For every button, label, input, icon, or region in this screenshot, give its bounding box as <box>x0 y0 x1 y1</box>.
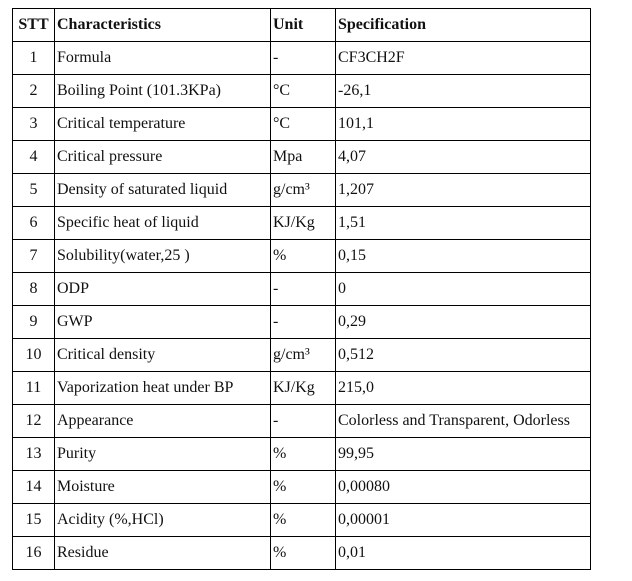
row-characteristic: GWP <box>55 306 271 339</box>
row-unit: - <box>271 306 336 339</box>
table-row <box>13 75 591 108</box>
table-row <box>13 339 591 372</box>
row-stt: 10 <box>13 339 55 372</box>
row-specification: 1,207 <box>336 174 591 207</box>
row-characteristic: Critical density <box>55 339 271 372</box>
row-specification: 1,51 <box>336 207 591 240</box>
row-specification: 0,29 <box>336 306 591 339</box>
row-characteristic: Formula <box>55 42 271 75</box>
row-stt: 12 <box>13 405 55 438</box>
table-row <box>13 537 591 570</box>
row-stt: 3 <box>13 108 55 141</box>
row-specification: 215,0 <box>336 372 591 405</box>
row-specification: Colorless and Transparent, Odorless <box>336 405 591 438</box>
row-specification: -26,1 <box>336 75 591 108</box>
table-row <box>13 273 591 306</box>
row-characteristic: Residue <box>55 537 271 570</box>
row-specification: 0,01 <box>336 537 591 570</box>
row-unit: % <box>271 471 336 504</box>
row-specification: 101,1 <box>336 108 591 141</box>
table-row <box>13 372 591 405</box>
table-row <box>13 174 591 207</box>
header-specification: Specification <box>336 9 591 42</box>
row-characteristic: Purity <box>55 438 271 471</box>
row-unit: g/cm³ <box>271 339 336 372</box>
row-unit: - <box>271 42 336 75</box>
row-specification: 99,95 <box>336 438 591 471</box>
row-stt: 5 <box>13 174 55 207</box>
row-unit: °C <box>271 108 336 141</box>
row-unit: g/cm³ <box>271 174 336 207</box>
header-characteristics: Characteristics <box>55 9 271 42</box>
row-specification: 4,07 <box>336 141 591 174</box>
row-unit: % <box>271 537 336 570</box>
row-characteristic: Critical pressure <box>55 141 271 174</box>
row-unit: % <box>271 240 336 273</box>
row-characteristic: ODP <box>55 273 271 306</box>
table-header-row <box>13 9 591 42</box>
row-specification: 0,15 <box>336 240 591 273</box>
row-stt: 9 <box>13 306 55 339</box>
row-unit: Mpa <box>271 141 336 174</box>
table-row <box>13 306 591 339</box>
row-characteristic: Acidity (%,HCl) <box>55 504 271 537</box>
table-row <box>13 108 591 141</box>
row-unit: - <box>271 405 336 438</box>
row-characteristic: Boiling Point (101.3KPa) <box>55 75 271 108</box>
row-unit: °C <box>271 75 336 108</box>
row-specification: 0 <box>336 273 591 306</box>
row-unit: % <box>271 504 336 537</box>
row-specification: CF3CH2F <box>336 42 591 75</box>
table-row <box>13 471 591 504</box>
row-characteristic: Specific heat of liquid <box>55 207 271 240</box>
table-row <box>13 438 591 471</box>
specification-table <box>12 8 591 570</box>
row-characteristic: Vaporization heat under BP <box>55 372 271 405</box>
header-stt: STT <box>13 9 55 42</box>
row-stt: 16 <box>13 537 55 570</box>
row-specification: 0,512 <box>336 339 591 372</box>
row-stt: 11 <box>13 372 55 405</box>
row-specification: 0,00001 <box>336 504 591 537</box>
row-stt: 2 <box>13 75 55 108</box>
table-row <box>13 42 591 75</box>
header-unit: Unit <box>271 9 336 42</box>
row-unit: KJ/Kg <box>271 207 336 240</box>
row-stt: 14 <box>13 471 55 504</box>
row-stt: 4 <box>13 141 55 174</box>
row-unit: KJ/Kg <box>271 372 336 405</box>
row-characteristic: Appearance <box>55 405 271 438</box>
row-stt: 1 <box>13 42 55 75</box>
row-characteristic: Density of saturated liquid <box>55 174 271 207</box>
row-characteristic: Solubility(water,25 ) <box>55 240 271 273</box>
row-characteristic: Moisture <box>55 471 271 504</box>
table-row <box>13 405 591 438</box>
table-row <box>13 240 591 273</box>
table-row <box>13 141 591 174</box>
row-stt: 13 <box>13 438 55 471</box>
table-row <box>13 207 591 240</box>
spec-table-container <box>12 8 590 570</box>
row-unit: - <box>271 273 336 306</box>
table-row <box>13 504 591 537</box>
row-stt: 6 <box>13 207 55 240</box>
row-characteristic: Critical temperature <box>55 108 271 141</box>
row-specification: 0,00080 <box>336 471 591 504</box>
row-stt: 7 <box>13 240 55 273</box>
row-stt: 8 <box>13 273 55 306</box>
row-unit: % <box>271 438 336 471</box>
row-stt: 15 <box>13 504 55 537</box>
